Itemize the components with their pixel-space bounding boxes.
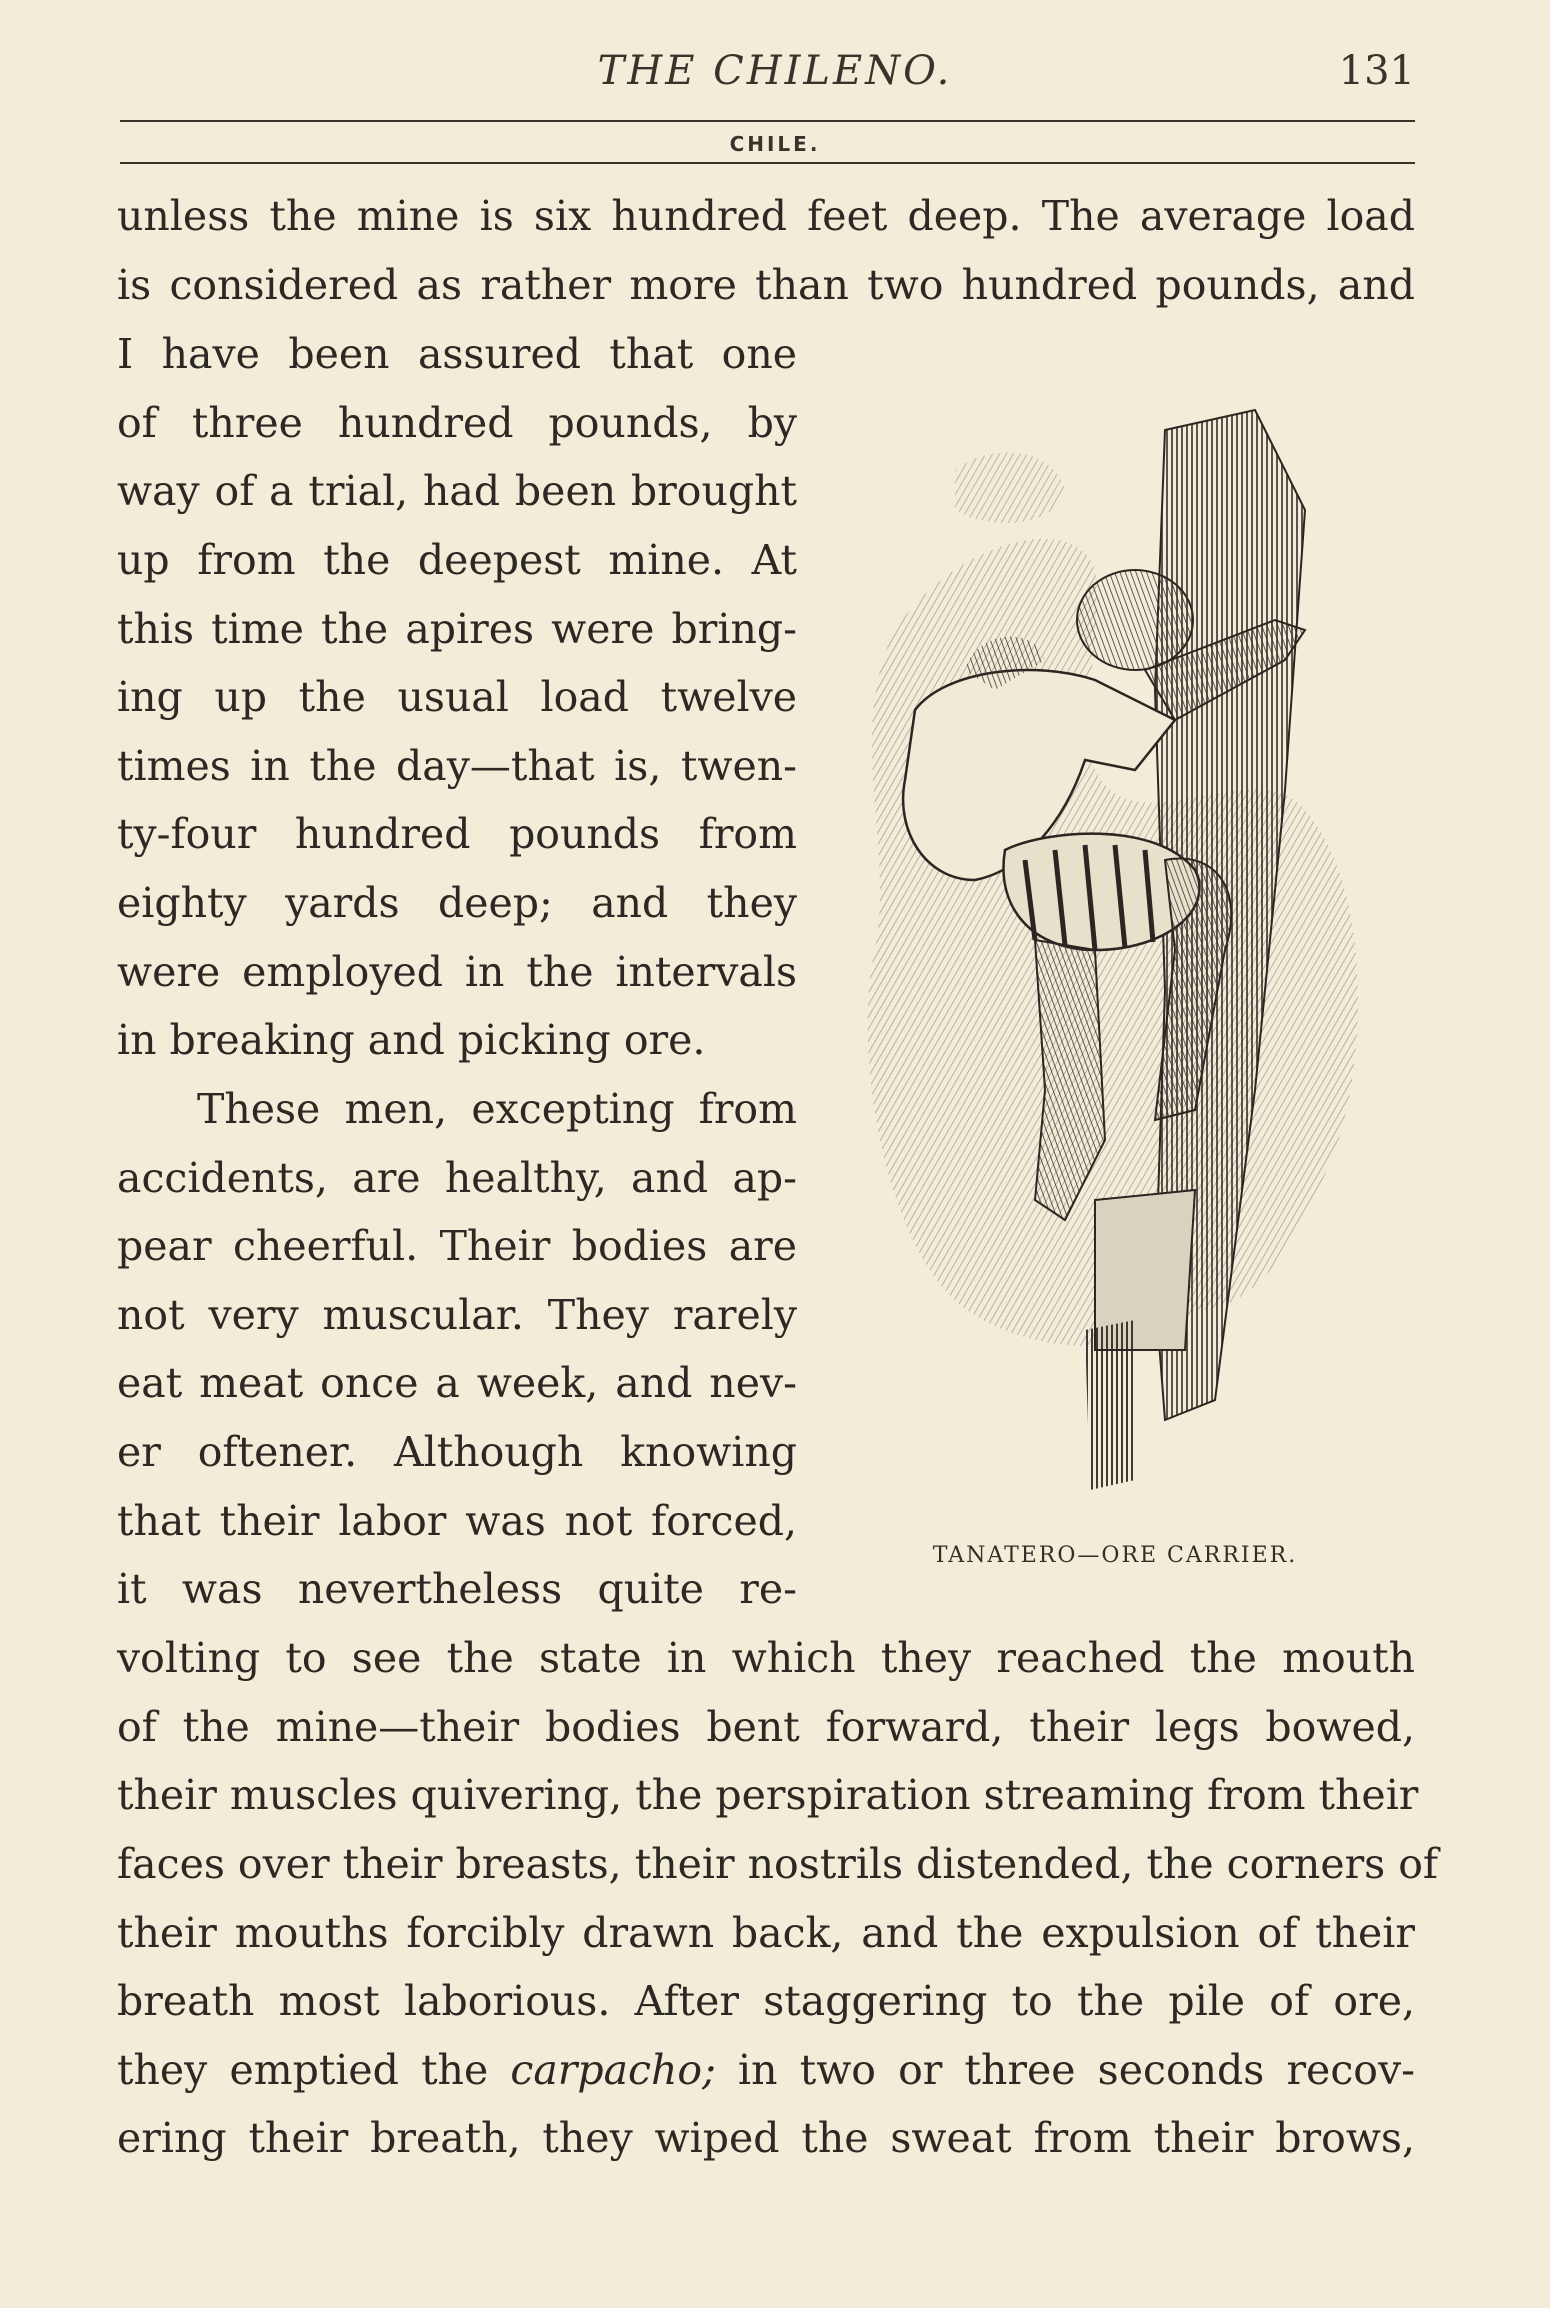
- body-text: in two or three seconds recov-: [715, 2046, 1415, 2094]
- body-line: eighty yards deep; and they: [117, 879, 797, 927]
- body-line: way of a trial, had been brought: [117, 467, 797, 515]
- body-line: is considered as rather more than two hundred pounds, and: [117, 261, 1415, 309]
- body-line: These men, excepting from: [197, 1085, 797, 1133]
- figure-caption: TANATERO—ORE CARRIER.: [932, 1543, 1298, 1568]
- body-line: faces over their breasts, their nostrils distended, the corners of: [117, 1840, 1439, 1888]
- italic-term: carpacho;: [510, 2046, 716, 2094]
- body-line: that their labor was not forced,: [117, 1497, 797, 1545]
- body-line: ering their breath, they wiped the sweat from their brows,: [117, 2114, 1415, 2162]
- body-line: ty-four hundred pounds from: [117, 810, 797, 858]
- running-title: THE CHILENO.: [597, 48, 953, 94]
- body-line: their muscles quivering, the perspiration streaming from their: [117, 1771, 1419, 1819]
- page-header: [0, 48, 1550, 108]
- cloud-shading: [955, 453, 1065, 524]
- body-line: their mouths forcibly drawn back, and the expulsion of their: [117, 1909, 1415, 1957]
- body-line: ing up the usual load twelve: [117, 673, 797, 721]
- header-rule-top: [120, 120, 1415, 122]
- body-line: eat meat once a week, and nev-: [117, 1359, 797, 1407]
- body-line: up from the deepest mine. At: [117, 536, 797, 584]
- body-line: not very muscular. They rarely: [117, 1291, 797, 1339]
- page-number: 131: [1338, 48, 1415, 94]
- log-base: [1085, 1320, 1135, 1490]
- body-line: unless the mine is six hundred feet deep. The average load: [117, 192, 1415, 240]
- body-line: pear cheerful. Their bodies are: [117, 1222, 797, 1270]
- body-line: in breaking and picking ore.: [117, 1016, 706, 1064]
- body-line: accidents, are healthy, and ap-: [117, 1154, 797, 1202]
- body-line: times in the day—that is, twen-: [117, 742, 797, 790]
- body-text: they emptied the: [117, 2046, 511, 2094]
- body-line: were employed in the intervals: [117, 948, 797, 996]
- carrier-head: [1077, 570, 1193, 670]
- body-line: it was nevertheless quite re-: [117, 1565, 797, 1613]
- body-line: of the mine—their bodies bent forward, their legs bowed,: [117, 1703, 1415, 1751]
- body-line: I have been assured that one: [117, 330, 797, 378]
- section-label: CHILE.: [729, 132, 821, 156]
- body-line: of three hundred pounds, by: [117, 399, 797, 447]
- body-line-italic: [117, 2046, 1415, 2094]
- header-rule-bottom: [120, 162, 1415, 164]
- ore-carrier-illustration: [835, 390, 1395, 1520]
- body-line: breath most laborious. After staggering to the pile of ore,: [117, 1977, 1415, 2025]
- body-line: er oftener. Although knowing: [117, 1428, 797, 1476]
- body-line: volting to see the state in which they reached the mouth: [117, 1634, 1415, 1682]
- body-line: this time the apires were bring-: [117, 605, 797, 653]
